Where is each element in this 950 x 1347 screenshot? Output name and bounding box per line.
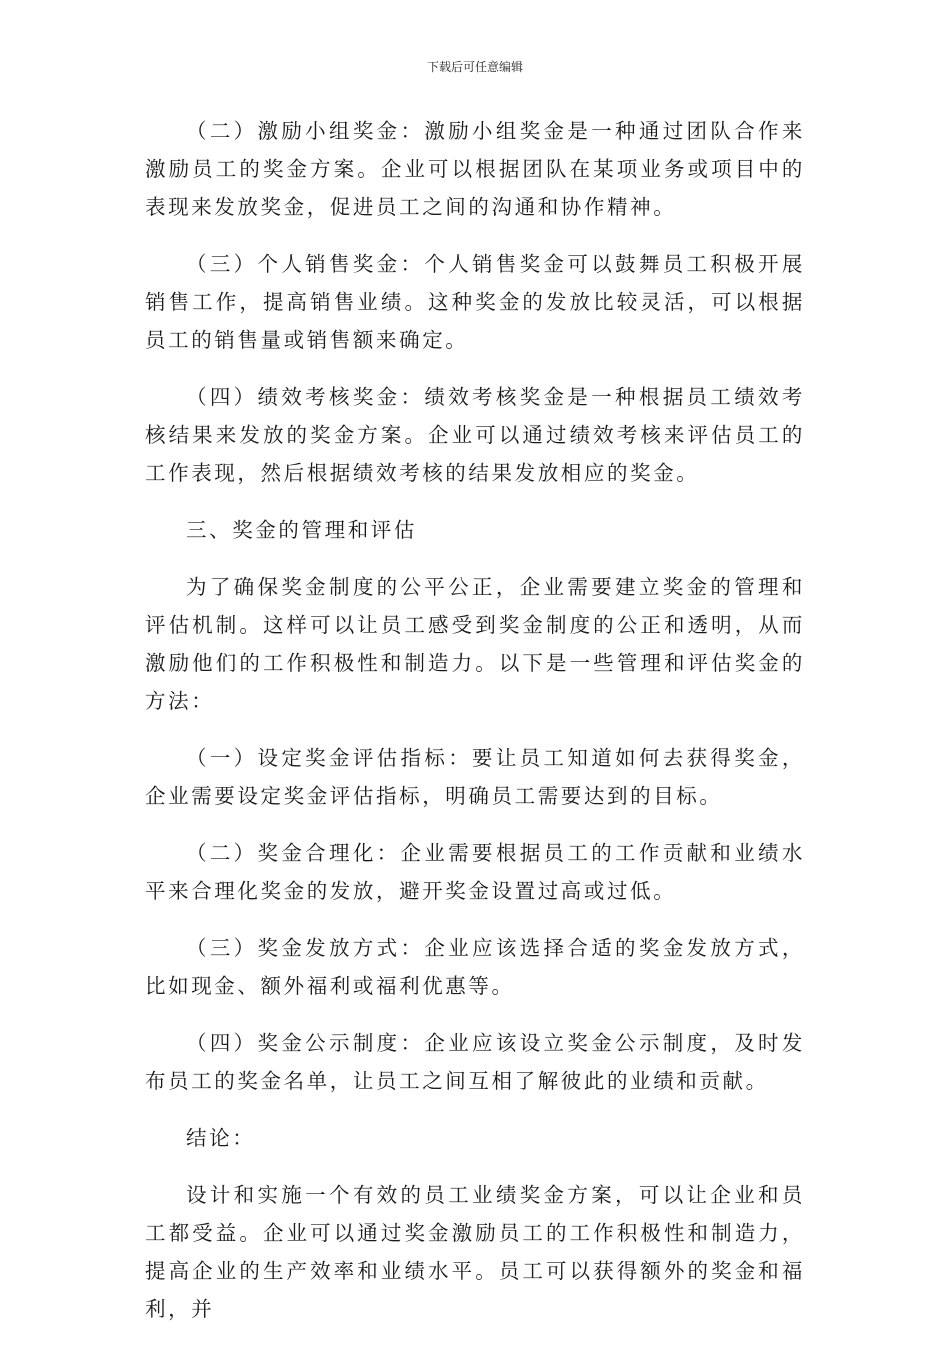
paragraph-method-payment: （三）奖金发放方式：企业应该选择合适的奖金发放方式，比如现金、额外福利或福利优惠等。 [145,936,805,998]
paragraph-performance-bonus: （四）绩效考核奖金：绩效考核奖金是一种根据员工绩效考核结果来发放的奖金方案。企业可以通过绩效考核来评估员工的工作表现，然后根据绩效考核的结果发放相应的奖金。 [145,385,805,485]
paragraph-sales-bonus: （三）个人销售奖金：个人销售奖金可以鼓舞员工积极开展销售工作，提高销售业绩。这种奖金的发放比较灵活，可以根据员工的销售量或销售额来确定。 [145,252,805,352]
paragraph-method-indicators: （一）设定奖金评估指标：要让员工知道如何去获得奖金，企业需要设定奖金评估指标，明确员工需要达到的目标。 [145,746,805,808]
conclusion-heading: 结论： [186,1126,256,1150]
page-header: 下载后可任意编辑 [426,60,523,74]
paragraph-conclusion: 设计和实施一个有效的员工业绩奖金方案，可以让企业和员工都受益。企业可以通过奖金激励员工的工作积极性和制造力，提高企业的生产效率和业绩水平。员工可以获得额外的奖金和福利，并 [145,1183,805,1321]
paragraph-method-rationalize: （二）奖金合理化：企业需要根据员工的工作贡献和业绩水平来合理化奖金的发放，避开奖金设置过高或过低。 [145,841,805,903]
paragraph-management-intro: 为了确保奖金制度的公平公正，企业需要建立奖金的管理和评估机制。这样可以让员工感受到奖金制度的公正和透明，从而激励他们的工作积极性和制造力。以下是一些管理和评估奖金的方法： [145,575,805,713]
paragraph-team-bonus: （二）激励小组奖金：激励小组奖金是一种通过团队合作来激励员工的奖金方案。企业可以根据团队在某项业务或项目中的表现来发放奖金，促进员工之间的沟通和协作精神。 [145,119,805,219]
paragraph-method-publicity: （四）奖金公示制度：企业应该设立奖金公示制度，及时发布员工的奖金名单，让员工之间互相了解彼此的业绩和贡献。 [145,1031,805,1093]
document-body [145,112,805,1347]
section-heading: 三、奖金的管理和评估 [186,518,417,542]
